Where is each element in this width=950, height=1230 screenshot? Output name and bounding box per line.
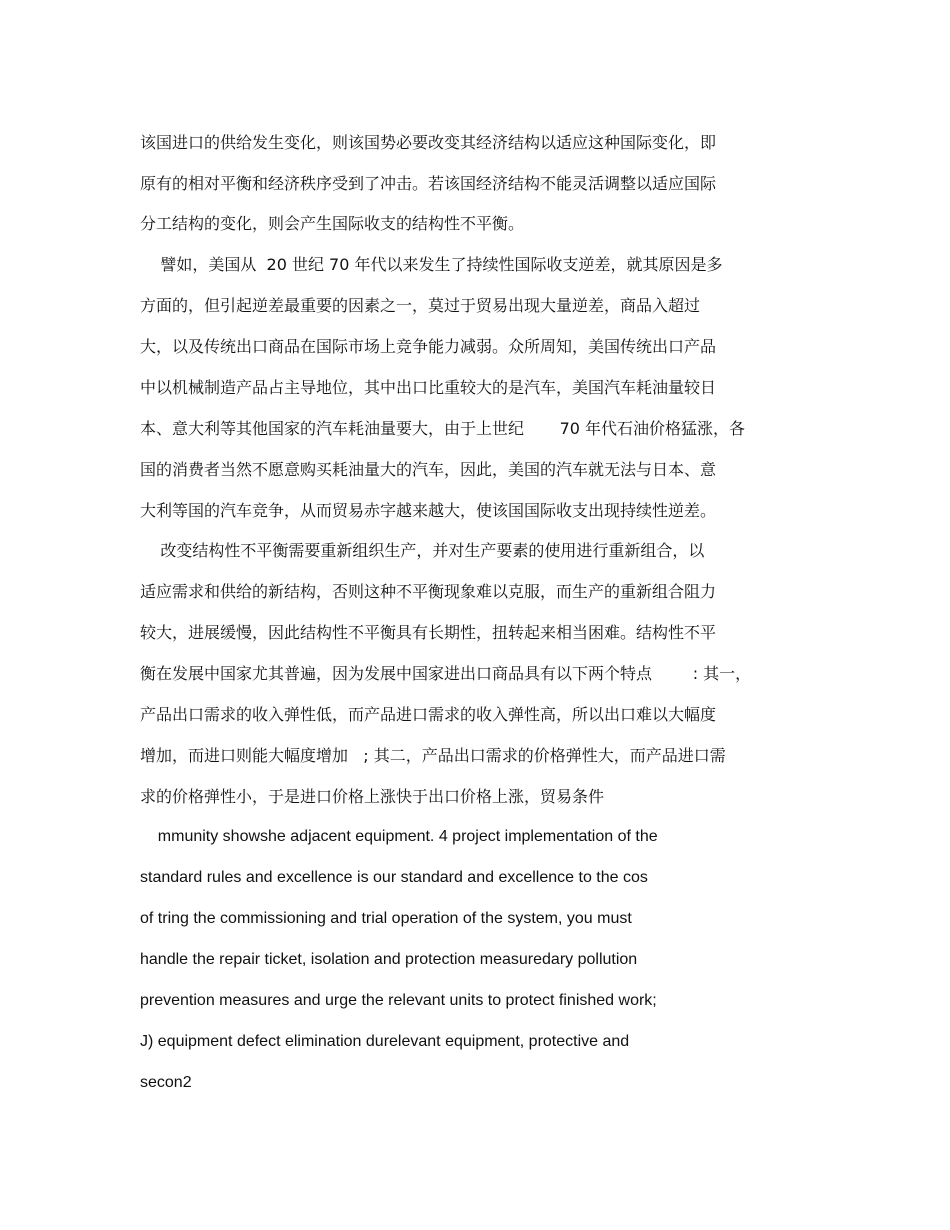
paragraph-line: 大，以及传统出口商品在国际市场上竞争能力减弱。众所周知，美国传统出口产品	[140, 337, 717, 356]
paragraph-line: 求的价格弹性小，于是进口价格上涨快于出口价格上涨，贸易条件	[140, 787, 605, 806]
paragraph-line: 改变结构性不平衡需要重新组织生产，并对生产要素的使用进行重新组合，以	[140, 541, 705, 560]
paragraph-line: 增加，而进口则能大幅度增加 ; 其二，产品出口需求的价格弹性大，而产品进口需	[140, 746, 726, 765]
paragraph-line: 衡在发展中国家尤其普遍，因为发展中国家进出口商品具有以下两个特点 : 其一，	[140, 664, 752, 683]
paragraph-line: 产品出口需求的收入弹性低，而产品进口需求的收入弹性高，所以出口难以大幅度	[140, 705, 717, 724]
paragraph-line: 较大，进展缓慢，因此结构性不平衡具有长期性，扭转起来相当困难。结构性不平	[140, 623, 717, 642]
paragraph-line: 原有的相对平衡和经济秩序受到了冲击。若该国经济结构不能灵活调整以适应国际	[140, 174, 717, 193]
english-line: handle the repair ticket, isolation and protection measuredary pollution	[140, 951, 638, 968]
paragraph-line: 中以机械制造产品占主导地位，其中出口比重较大的是汽车，美国汽车耗油量较日	[140, 378, 717, 397]
english-line: secon2	[140, 1074, 192, 1091]
paragraph-line: 适应需求和供给的新结构，否则这种不平衡现象难以克服，而生产的重新组合阻力	[140, 582, 717, 601]
english-line: of tring the commissioning and trial operation of the system, you must	[140, 910, 632, 927]
paragraph-line: 分工结构的变化，则会产生国际收支的结构性不平衡。	[140, 214, 525, 233]
english-line: prevention measures and urge the relevant units to protect finished work;	[140, 992, 657, 1009]
paragraph-line: 该国进口的供给发生变化，则该国势必要改变其经济结构以适应这种国际变化，即	[140, 133, 717, 152]
paragraph-line: 本、意大利等其他国家的汽车耗油量要大，由于上世纪 70 年代石油价格猛涨，各	[140, 419, 746, 438]
paragraph-line: 大利等国的汽车竞争，从而贸易赤字越来越大，使该国国际收支出现持续性逆差。	[140, 501, 717, 520]
english-line: mmunity showshe adjacent equipment. 4 project implementation of the	[140, 828, 658, 845]
paragraph-line: 国的消费者当然不愿意购买耗油量大的汽车，因此，美国的汽车就无法与日本、意	[140, 460, 717, 479]
paragraph-line: 方面的，但引起逆差最重要的因素之一，莫过于贸易出现大量逆差，商品入超过	[140, 296, 701, 315]
english-line: standard rules and excellence is our standard and excellence to the cos	[140, 869, 648, 886]
paragraph-line: 譬如，美国从 20 世纪 70 年代以来发生了持续性国际收支逆差，就其原因是多	[140, 255, 723, 274]
english-line: J) equipment defect elimination durelevant equipment, protective and	[140, 1033, 630, 1050]
